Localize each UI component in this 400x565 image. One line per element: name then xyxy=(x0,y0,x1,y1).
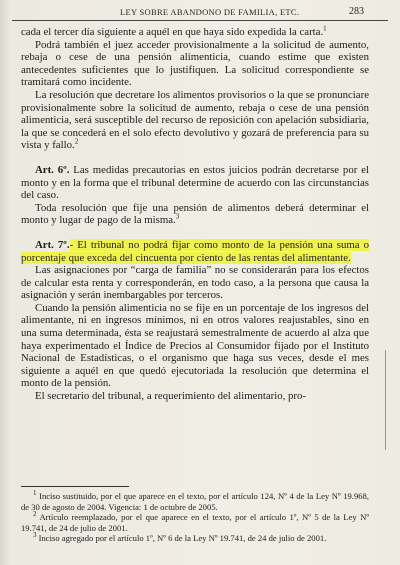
article-6 xyxy=(21,164,369,202)
article-6-text: Las medidas precautorias en estos juicios podrán decretarse por el monto y en la forma que el tribunal determine de acuerdo con las circunstancias del caso. xyxy=(21,163,369,202)
footnote-1: $^1$ Inciso sustituido, por el que aparece en el texto, por el artículo 124, Nº 4 de la Ley Nº 19.968, de 30 de agosto de 2004. Vigencia: 1 de octubre de 2005. xyxy=(21,489,369,512)
paragraph-1: cada el tercer día siguiente a aquél en que haya sido expedida la carta.$^1$ xyxy=(21,24,327,38)
highlighted-text: - El tribunal no podrá fijar como monto de la pensión una suma o porcentaje que exceda del cincuenta por ciento de las rentas del alimentante. xyxy=(21,238,369,264)
article-7-label: Art. 7º. xyxy=(35,238,70,251)
article-6-label: Art. 6º. xyxy=(35,163,70,176)
paragraph-7: Las asignaciones por “carga de familia” no se considerarán para los efectos de calcular esta renta y corresponderán, en todo caso, a la persona que causa la asignación y serán inembargables por terceros. xyxy=(21,264,369,302)
footnote-ref-3[interactable]: 3 xyxy=(175,212,180,221)
footnote-2: $^2$ Artículo reemplazado, por el que aparece en el texto, por el artículo 1º, Nº 5 de la Ley Nº 19.741, de 24 de julio de 2001. xyxy=(21,510,369,533)
page-body xyxy=(21,26,369,403)
footnotes xyxy=(21,491,369,544)
footnote-3: $^3$ Inciso agregado por el artículo 1º, Nº 6 de la Ley Nº 19.741, de 24 de julio de 2001. xyxy=(33,531,327,544)
page-header xyxy=(12,2,388,21)
footnote-divider xyxy=(21,486,129,487)
paragraph-8: Cuando la pensión alimenticia no se fije en un porcentaje de los ingresos del alimentante, ni en ingresos mínimos, ni en otros valores reajustables, sino en una suma determinada, ésta se reajustará semestralmente de acuerdo al alza que haya experimentado el Índice de Precios al Consumidor fijado por el Instituto Nacional de Estadísticas, o el organismo que haga sus veces, desde el mes siguiente a aquél en que quedó ejecutoriada la resolución que determina el monto de la pensión. xyxy=(21,301,369,390)
footnote-ref-2[interactable]: 2 xyxy=(74,137,79,146)
footnote-ref-1[interactable]: 1 xyxy=(323,24,327,33)
page-number: 283 xyxy=(349,6,364,17)
article-7 xyxy=(21,239,369,264)
paragraph-5: Toda resolución que fije una pensión de alimentos deberá determinar el monto y lugar de pago de la misma.$^3$ xyxy=(21,201,369,227)
paragraph-3: La resolución que decretare los alimentos provisorios o la que se pronunciare provisionalmente sobre la solicitud de aumento, rebaja o cese de una pensión alimenticia, será susceptible del recurso de reposición con apelación subsidiaria, la que se concederá en el solo efecto devolutivo y gozará de preferencia para su vista y fallo.$^2$ xyxy=(21,88,369,152)
margin-pencil-mark xyxy=(385,350,386,450)
paragraph-2: Podrá también el juez acceder provisionalmente a la solicitud de aumento, rebaja o cese de una pensión alimenticia, cuando estime que existen antecedentes suficientes que lo justifiquen. La solicitud correspondiente se tramitará como incidente. xyxy=(21,38,369,89)
paragraph-9: El secretario del tribunal, a requerimiento del alimentario, pro- xyxy=(35,390,307,403)
running-title: LEY SOBRE ABANDONO DE FAMILIA, ETC. xyxy=(120,7,300,17)
